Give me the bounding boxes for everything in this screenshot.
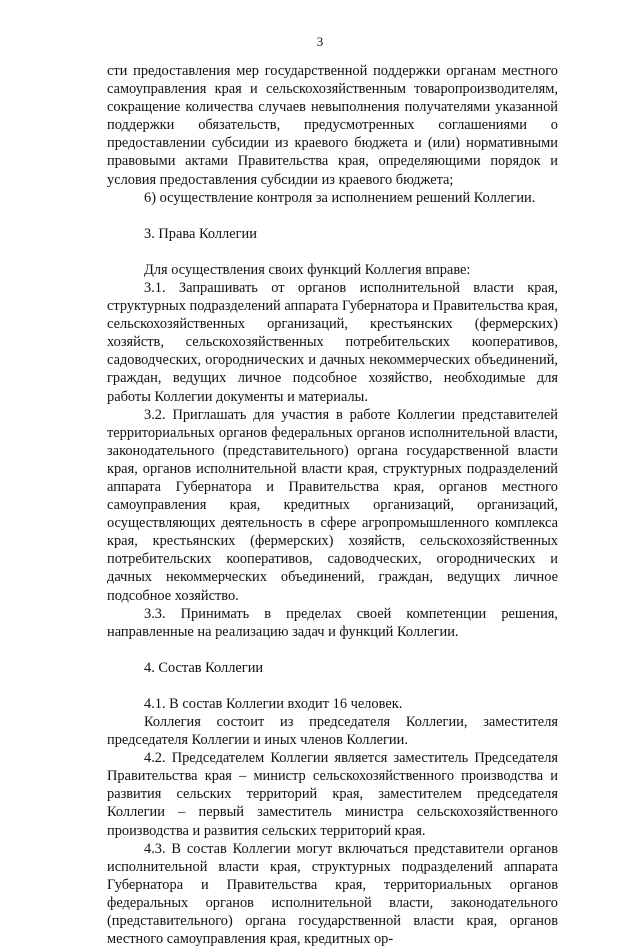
paragraph-3-1: 3.1. Запрашивать от органов исполнительной власти края, структурных подразделений аппарата Губернатора и Правительства края, сельскохозяйственных организаций, крестьянских (фермерских) хозяйств, сельскохозяйственных потребительских кооперативов, садоводческих, огороднических и дачных некоммерческих объединений, граждан, ведущих личное подсобное хозяйство, необходимые для работы Коллегии документы и материалы. <box>107 279 558 405</box>
paragraph-3-2: 3.2. Приглашать для участия в работе Коллегии представителей территориальных органов федеральных органов исполнительной власти, законодательного (представительного) органа государственной власти края, органов исполнительной власти края, структурных подразделений аппарата Губернатора и Правительства края, органов местного самоуправления края, кредитных организаций, организаций, осуществляющих деятельность в сфере агропромышленного комплекса края, крестьянских (фермерских) хозяйств, сельскохозяйственных потребительских кооперативов, садоводческих, огороднических и дачных некоммерческих объединений, граждан, ведущих личное подсобное хозяйство. <box>107 406 558 604</box>
paragraph-4-2: 4.2. Председателем Коллегии является заместитель Председателя Правительства края – министр сельскохозяйственного производства и развития сельских территорий края, заместителем председателя Коллегии – первый заместитель министра сельскохозяйственного производства и развития сельских территорий края. <box>107 750 558 839</box>
paragraph-intro-rights: Для осуществления своих функций Коллегия вправе: <box>144 261 471 278</box>
page-number: 3 <box>316 34 324 49</box>
paragraph-continuation: сти предоставления мер государственной поддержки органам местного самоуправления края и сельскохозяйственным товаропроизводителям, сокращение количества случаев невыполнения получателями указанной поддержки обязательств, предусмотренных соглашениями о предоставлении субсидии из краевого бюджета и (или) нормативными правовыми актами Правительства края, определяющими порядок и условия предоставления субсидии из краевого бюджета; <box>107 63 558 188</box>
paragraph-composition: Коллегия состоит из председателя Коллегии, заместителя председателя Коллегии и иных членов Коллегии. <box>107 714 558 749</box>
paragraph-3-3: 3.3. Принимать в пределах своей компетенции решения, направленные на реализацию задач и функций Коллегии. <box>107 605 558 640</box>
paragraph-item-6: 6) осуществление контроля за исполнением решений Коллегии. <box>144 189 536 206</box>
document-body <box>107 62 558 948</box>
section-heading-3: 3. Права Коллегии <box>144 225 257 242</box>
section-heading-4: 4. Состав Коллегии <box>144 659 264 676</box>
paragraph-4-3: 4.3. В состав Коллегии могут включаться представители органов исполнительной власти края, структурных подразделений аппарата Губернатора и Правительства края, территориальных органов федеральных органов исполнительной власти, законодательного (представительного) органа государственной власти края, органов местного самоуправления края, кредитных ор- <box>107 840 558 948</box>
paragraph-4-1: 4.1. В состав Коллегии входит 16 человек. <box>144 695 403 712</box>
